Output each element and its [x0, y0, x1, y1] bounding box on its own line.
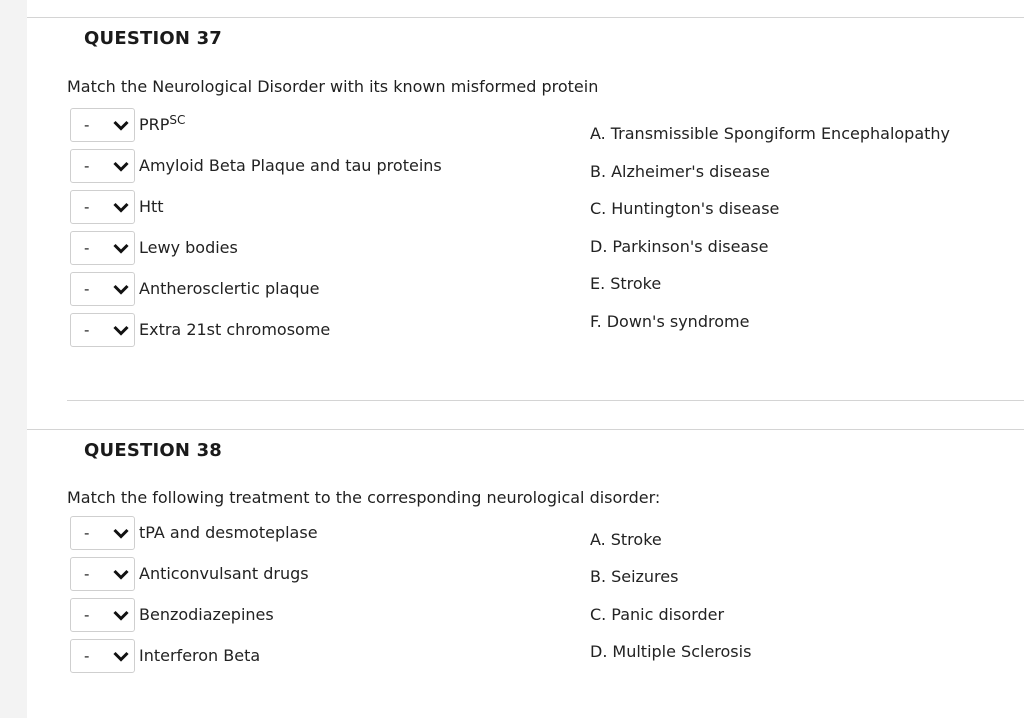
match-row — [70, 108, 590, 144]
chevron-down-icon — [113, 528, 129, 539]
chevron-down-icon — [113, 243, 129, 254]
match-item-label: Benzodiazepines — [139, 605, 274, 624]
select-value: - — [84, 647, 90, 665]
match-row — [70, 598, 590, 634]
match-item-label: $PRP^{SC}$ — [139, 113, 186, 134]
select-value: - — [84, 198, 90, 216]
answer-option: C. Huntington's disease — [590, 199, 780, 218]
answer-select[interactable] — [70, 598, 135, 632]
answer-select[interactable] — [70, 557, 135, 591]
answer-select[interactable] — [70, 516, 135, 550]
match-item-label: Interferon Beta — [139, 646, 261, 665]
question-38-title: QUESTION 38 — [84, 440, 223, 461]
select-value: - — [84, 239, 90, 257]
answer-select[interactable] — [70, 108, 135, 142]
answer-option: A. Transmissible Spongiform Encephalopathy — [590, 124, 951, 143]
chevron-down-icon — [113, 161, 129, 172]
answer-select[interactable] — [70, 231, 135, 265]
answer-option: D. Parkinson's disease — [590, 237, 769, 256]
match-item-label: Htt — [139, 197, 164, 216]
match-row — [70, 149, 590, 185]
select-value: - — [84, 116, 90, 134]
match-item-label: tPA and desmoteplase — [139, 523, 318, 542]
answer-option: B. Seizures — [590, 567, 679, 586]
select-value: - — [84, 565, 90, 583]
match-item-label: Extra 21st chromosome — [139, 320, 331, 339]
match-row — [70, 272, 590, 308]
match-row — [70, 516, 590, 552]
answer-select[interactable] — [70, 149, 135, 183]
question-37-prompt: Match the Neurological Disorder with its known misformed protein — [67, 77, 599, 96]
chevron-down-icon — [113, 202, 129, 213]
answer-option: B. Alzheimer's disease — [590, 162, 770, 181]
match-row — [70, 231, 590, 267]
match-item-label: Antherosclertic plaque — [139, 279, 320, 298]
chevron-down-icon — [113, 651, 129, 662]
match-item-label: Amyloid Beta Plaque and tau proteins — [139, 156, 442, 175]
match-item-label: Anticonvulsant drugs — [139, 564, 309, 583]
select-value: - — [84, 321, 90, 339]
chevron-down-icon — [113, 284, 129, 295]
chevron-down-icon — [113, 325, 129, 336]
match-row — [70, 190, 590, 226]
answer-option: A. Stroke — [590, 530, 662, 549]
select-value: - — [84, 280, 90, 298]
left-gutter — [0, 0, 27, 718]
match-row — [70, 639, 590, 675]
answer-option: F. Down's syndrome — [590, 312, 750, 331]
match-item-label: Lewy bodies — [139, 238, 238, 257]
match-row — [70, 313, 590, 349]
select-value: - — [84, 157, 90, 175]
chevron-down-icon — [113, 610, 129, 621]
divider-question-start — [27, 429, 1024, 430]
question-37-title: QUESTION 37 — [84, 28, 223, 49]
question-38-prompt: Match the following treatment to the corresponding neurological disorder: — [67, 488, 661, 507]
answer-select[interactable] — [70, 313, 135, 347]
answer-select[interactable] — [70, 190, 135, 224]
chevron-down-icon — [113, 120, 129, 131]
answer-option: C. Panic disorder — [590, 605, 725, 624]
select-value: - — [84, 524, 90, 542]
answer-option: E. Stroke — [590, 274, 662, 293]
match-row — [70, 557, 590, 593]
answer-option: D. Multiple Sclerosis — [590, 642, 752, 661]
select-value: - — [84, 606, 90, 624]
answer-select[interactable] — [70, 639, 135, 673]
divider-top — [27, 17, 1024, 18]
chevron-down-icon — [113, 569, 129, 580]
answer-select[interactable] — [70, 272, 135, 306]
divider-question-end — [67, 400, 1024, 401]
